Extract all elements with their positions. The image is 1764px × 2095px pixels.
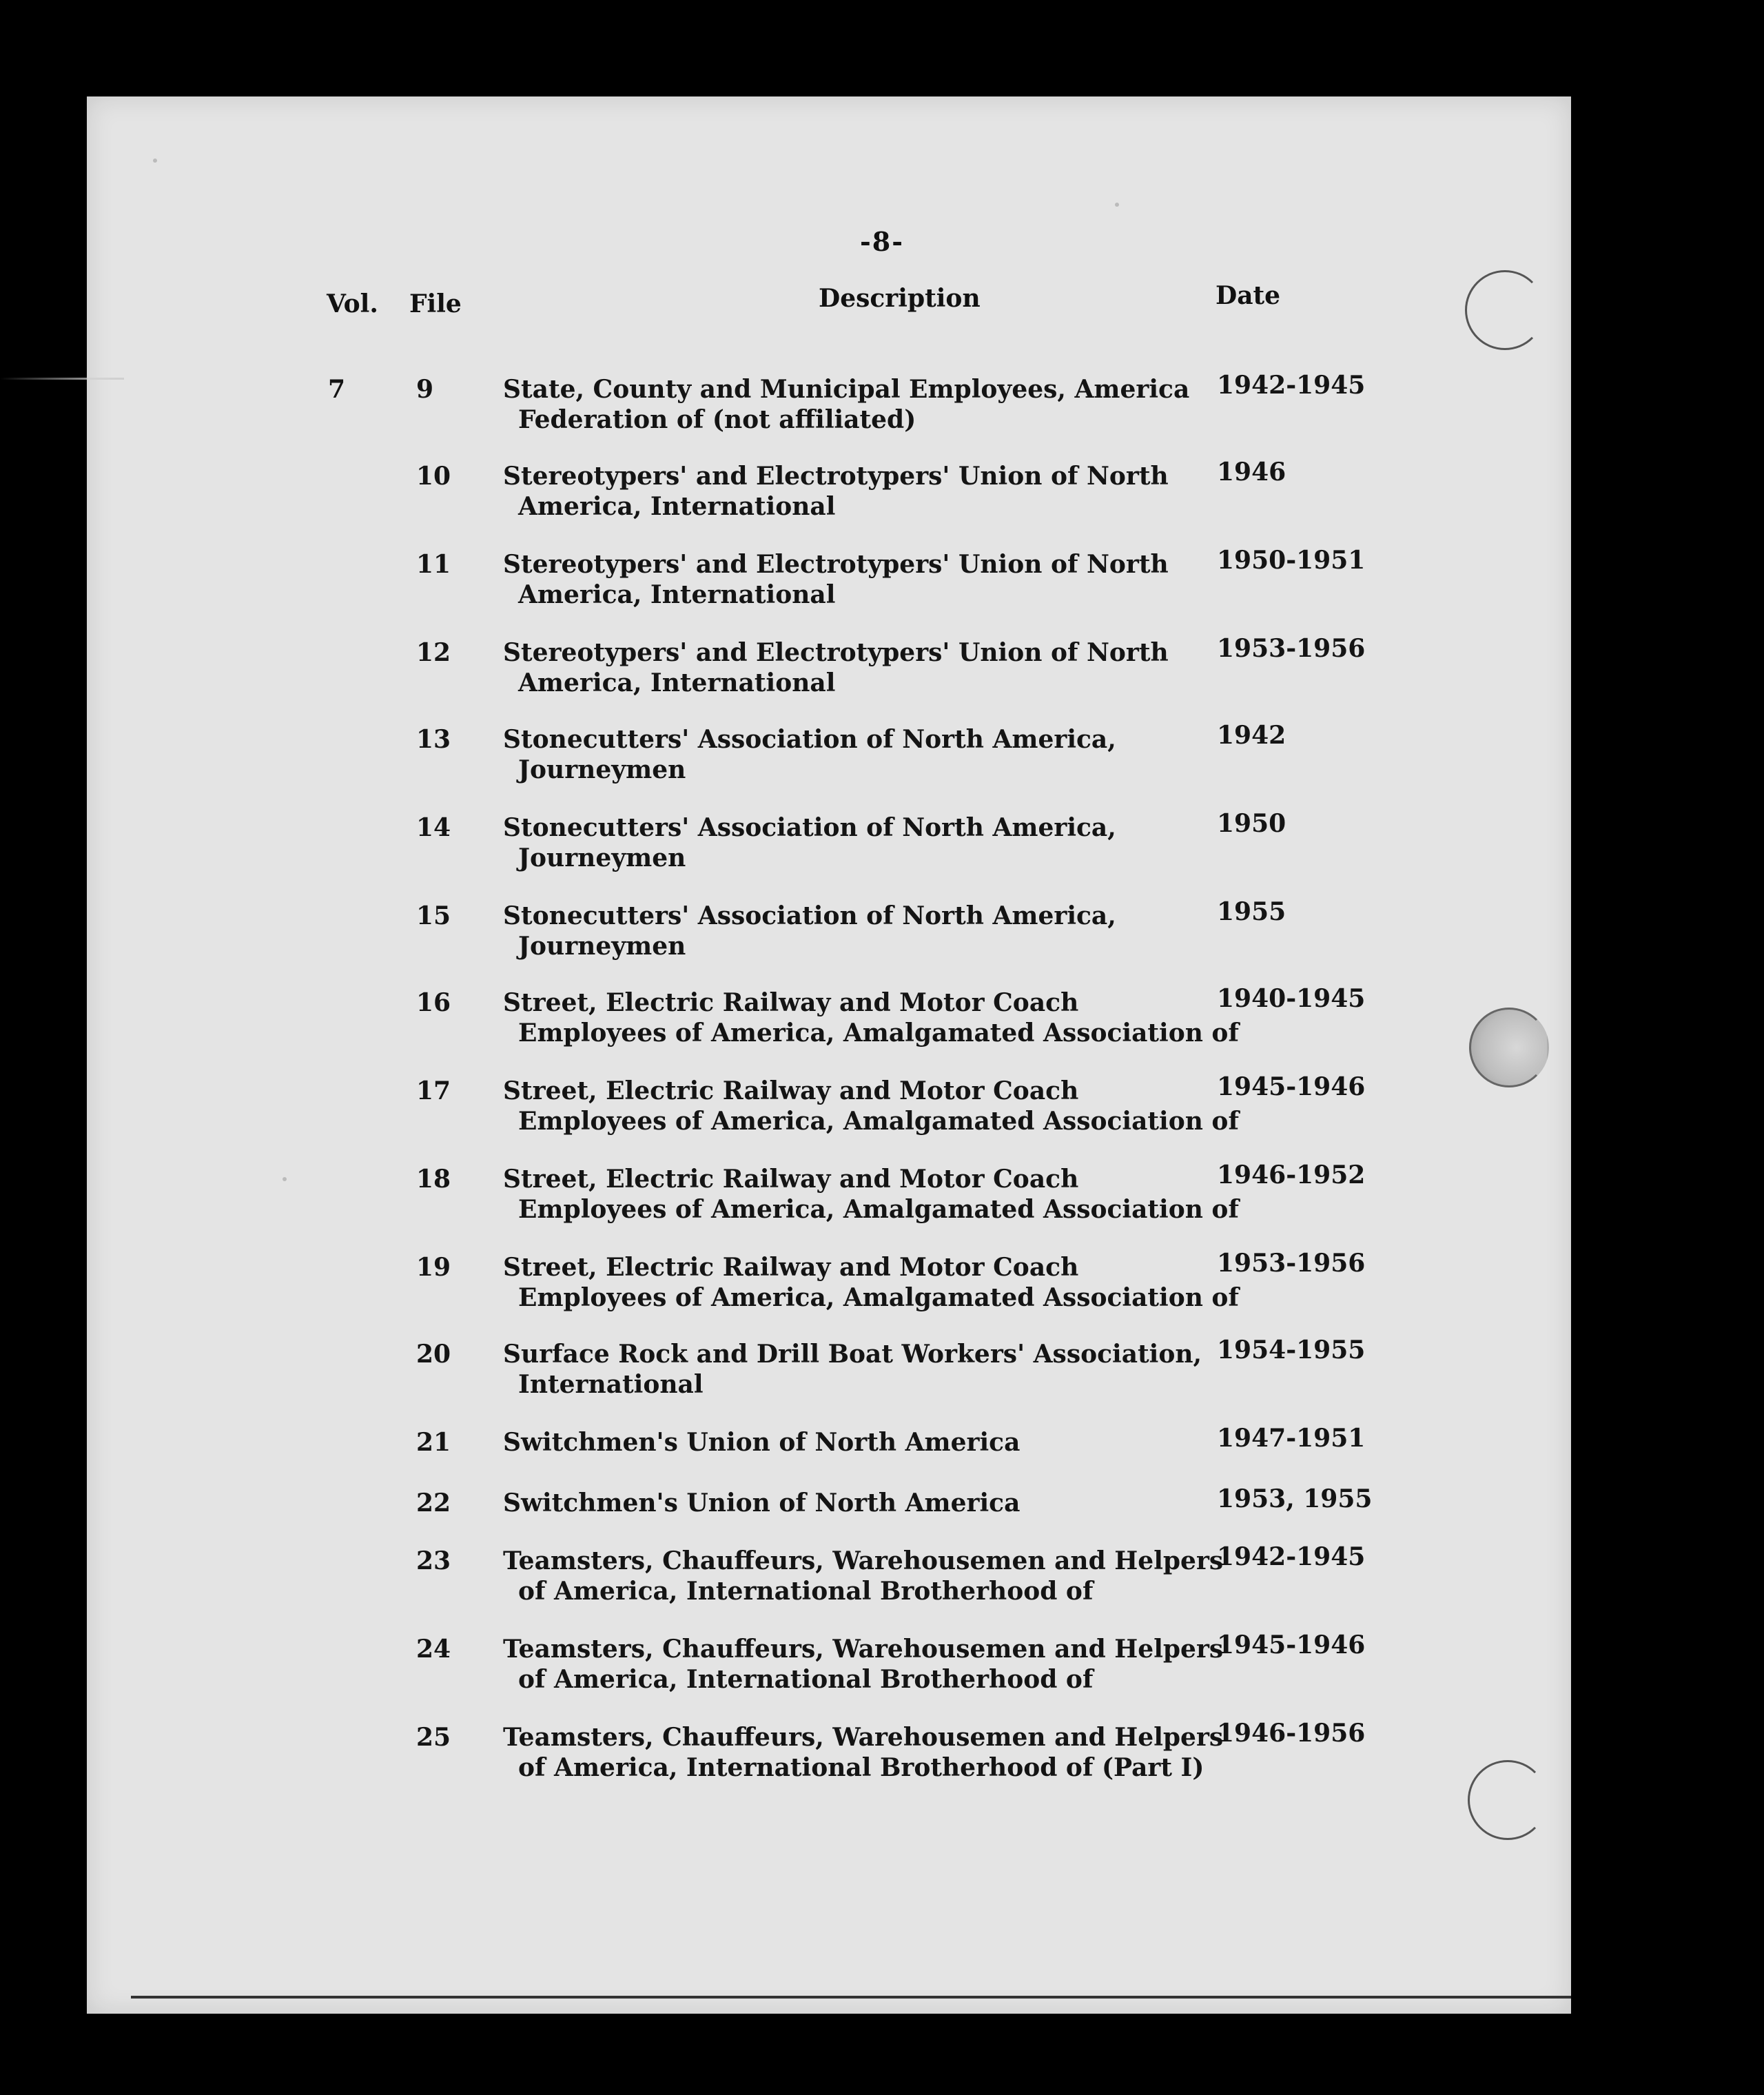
row-file: 19	[416, 1253, 451, 1282]
row-date: 1942-1945	[1217, 1542, 1366, 1571]
row-description-line2: of America, International Brotherhood of	[518, 1665, 1094, 1694]
page-number: -8-	[860, 226, 904, 257]
row-description-line1: Teamsters, Chauffeurs, Warehousemen and Helpers	[503, 1723, 1224, 1752]
row-file: 18	[416, 1165, 451, 1194]
row-date: 1953-1956	[1217, 634, 1366, 663]
row-date: 1953-1956	[1217, 1249, 1366, 1278]
table-row	[0, 1542, 1764, 1615]
row-file: 9	[416, 375, 434, 404]
row-date: 1950	[1217, 809, 1286, 838]
row-date: 1950-1951	[1217, 546, 1366, 575]
row-description-line1: Switchmen's Union of North America	[503, 1489, 1021, 1517]
row-vol: 7	[328, 375, 346, 404]
row-file: 24	[416, 1635, 451, 1664]
row-file: 10	[416, 462, 451, 491]
row-description-line2: America, International	[518, 668, 836, 697]
table-row	[0, 1631, 1764, 1704]
row-description-line1: Street, Electric Railway and Motor Coach	[503, 1165, 1079, 1194]
punch-hole-middle	[1469, 1008, 1549, 1087]
row-date: 1945-1946	[1217, 1072, 1366, 1101]
row-description-line1: Teamsters, Chauffeurs, Warehousemen and Helpers	[503, 1546, 1224, 1575]
row-description-line1: Street, Electric Railway and Motor Coach	[503, 988, 1079, 1017]
row-description-line1: Stonecutters' Association of North America,	[503, 725, 1116, 754]
row-description-line1: Stereotypers' and Electrotypers' Union of North	[503, 462, 1169, 491]
row-date: 1954-1955	[1217, 1336, 1366, 1365]
table-row	[0, 1424, 1764, 1497]
row-file: 15	[416, 901, 451, 930]
row-description-line1: Stonecutters' Association of North America,	[503, 813, 1116, 842]
row-file: 21	[416, 1428, 451, 1457]
header-date: Date	[1216, 281, 1281, 310]
row-description-line1: Street, Electric Railway and Motor Coach	[503, 1076, 1079, 1105]
punch-hole-bottom	[1468, 1760, 1548, 1840]
row-description-line2: Federation of (not affiliated)	[518, 405, 916, 434]
row-date: 1942	[1217, 721, 1286, 750]
row-file: 23	[416, 1546, 451, 1575]
speck	[283, 1177, 287, 1181]
row-description-line2: Employees of America, Amalgamated Association of	[518, 1107, 1239, 1136]
row-file: 13	[416, 725, 451, 754]
row-file: 14	[416, 813, 451, 842]
row-description-line1: Switchmen's Union of North America	[503, 1428, 1021, 1457]
punch-hole-top	[1465, 270, 1545, 350]
row-date: 1940-1945	[1217, 984, 1366, 1013]
row-file: 17	[416, 1076, 451, 1105]
table-row	[0, 721, 1764, 794]
table-row	[0, 546, 1764, 619]
header-description: Description	[819, 284, 981, 313]
row-description-line2: Employees of America, Amalgamated Association of	[518, 1195, 1239, 1224]
row-file: 16	[416, 988, 451, 1017]
row-date: 1955	[1217, 897, 1286, 926]
table-row	[0, 458, 1764, 531]
row-description-line2: Journeymen	[518, 844, 686, 872]
row-description-line2: of America, International Brotherhood of (Part I)	[518, 1753, 1204, 1782]
row-file: 20	[416, 1340, 451, 1369]
row-description-line2: America, International	[518, 580, 836, 609]
row-description-line2: of America, International Brotherhood of	[518, 1577, 1094, 1606]
row-description-line2: America, International	[518, 492, 836, 521]
row-description-line2: International	[518, 1370, 704, 1399]
row-date: 1945-1946	[1217, 1631, 1366, 1659]
row-description-line1: Surface Rock and Drill Boat Workers' Association,	[503, 1340, 1202, 1369]
row-date: 1947-1951	[1217, 1424, 1366, 1453]
table-row	[0, 1161, 1764, 1234]
row-description-line1: Stonecutters' Association of North America,	[503, 901, 1116, 930]
row-date: 1946	[1217, 458, 1286, 487]
row-description-line1: Street, Electric Railway and Motor Coach	[503, 1253, 1079, 1282]
row-file: 25	[416, 1723, 451, 1752]
row-description-line2: Employees of America, Amalgamated Association of	[518, 1019, 1239, 1048]
header-vol: Vol.	[327, 289, 378, 318]
row-description-line1: Teamsters, Chauffeurs, Warehousemen and Helpers	[503, 1635, 1224, 1664]
row-description-line2: Employees of America, Amalgamated Association of	[518, 1283, 1239, 1312]
row-description-line2: Journeymen	[518, 755, 686, 784]
row-date: 1953, 1955	[1217, 1484, 1373, 1513]
table-row	[0, 1072, 1764, 1145]
row-date: 1946-1952	[1217, 1161, 1366, 1189]
speck	[153, 159, 157, 163]
row-file: 11	[416, 550, 451, 579]
row-description-line1: Stereotypers' and Electrotypers' Union of North	[503, 638, 1169, 667]
row-description-line2: Journeymen	[518, 932, 686, 961]
header-file: File	[409, 289, 462, 318]
row-description-line1: Stereotypers' and Electrotypers' Union of North	[503, 550, 1169, 579]
table-row	[0, 1249, 1764, 1322]
table-row	[0, 634, 1764, 707]
bottom-rule	[131, 1996, 1571, 1999]
row-description-line1: State, County and Municipal Employees, America	[503, 375, 1190, 404]
row-date: 1946-1956	[1217, 1719, 1366, 1748]
table-row	[0, 809, 1764, 882]
table-row	[0, 897, 1764, 970]
table-row	[0, 1336, 1764, 1409]
speck	[1115, 203, 1119, 207]
row-file: 22	[416, 1489, 451, 1517]
row-file: 12	[416, 638, 451, 667]
row-date: 1942-1945	[1217, 371, 1366, 400]
table-row	[0, 371, 1764, 444]
